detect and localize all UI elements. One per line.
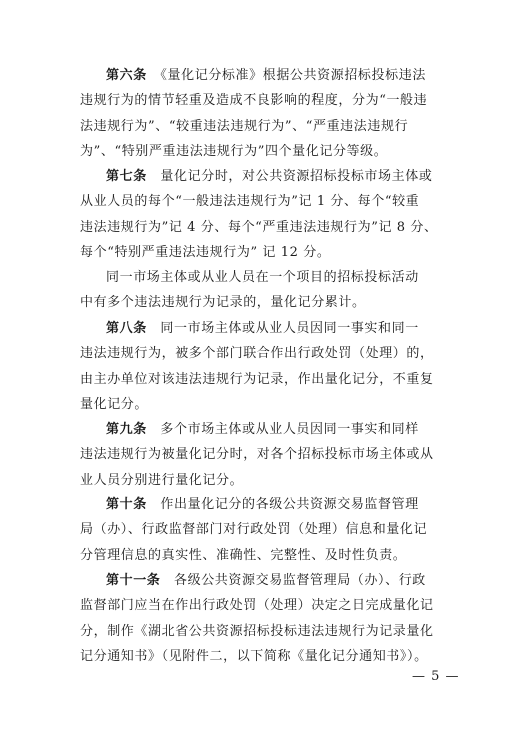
article-8-paragraph [80,316,440,417]
text-line [80,417,440,442]
text-line: 记分通知书》（见附件二，以下简称《量化记分通知书》）。 [80,648,428,664]
line-text: 作出量化记分的各级公共资源交易监督管理 [146,497,419,512]
article-6-paragraph [80,63,440,164]
page-number: — 5 — [412,669,460,684]
article-heading: 第六条 [106,68,147,83]
text-line [80,492,440,517]
text-line: 业人员分别进行量化记分。 [80,472,244,488]
line-text: 同一市场主体或从业人员因同一事实和同一 [146,321,419,336]
text-line: 从业人员的每个“一般违法违规行为”记 1 分、每个“较重 [80,194,420,210]
text-line: 同一市场主体或从业人员在一个项目的招标投标活动 [106,270,419,285]
line-text: 量化记分时，对公共资源招标投标市场主体或 [146,169,433,184]
text-line: 局（办）、行政监督部门对行政处罚（处理）信息和量化记 [80,522,428,538]
text-line: 违法违规行为”记 4 分、每个“严重违法违规行为”记 8 分、 [80,219,438,235]
line-text: 各级公共资源交易监督管理局（办）、行政 [160,573,426,588]
text-line: 监督部门应当在作出行政处罚（处理）决定之日完成量化记 [80,598,434,614]
text-line: 分管理信息的真实性、准确性、完整性、及时性负责。 [80,547,407,563]
text-line: 违规行为的情节轻重及造成不良影响的程度，分为“一般违 [80,93,428,109]
text-line: 中有多个违法违规行为记录的，量化记分累计。 [80,295,366,311]
article-heading: 第八条 [106,321,147,336]
text-line [80,164,440,189]
text-line [80,316,440,341]
text-line: 量化记分。 [80,396,149,412]
article-10-paragraph [80,492,440,568]
text-line [80,568,440,593]
article-heading: 第七条 [106,169,147,184]
article-heading: 第九条 [106,422,147,437]
article-7-paragraph [80,164,440,265]
text-line: 分，制作《湖北省公共资源招标投标违法违规行为记录量化 [80,623,434,639]
text-line: 每个“特别严重违法违规行为” 记 12 分。 [80,244,331,260]
article-heading: 第十条 [106,497,147,512]
text-line: 违法违规行为，被多个部门联合作出行政处罚（处理）的， [80,346,434,362]
text-line: 为”、“特别严重违法违规行为”四个量化记分等级。 [80,143,388,159]
article-heading: 第十一条 [106,573,161,588]
text-line: 违法违规行为被量化记分时，对各个招标投标市场主体或从 [80,447,434,463]
line-text: 《量化记分标准》根据公共资源招标投标违法 [146,68,426,83]
text-line: 法违规行为”、“较重违法违规行为”、“严重违法违规行 [80,118,409,134]
text-line [80,63,440,88]
article-9-paragraph [80,417,440,493]
text-line: 由主办单位对该违法违规行为记录，作出量化记分，不重复 [80,371,434,387]
cumulative-scoring-paragraph [80,265,440,316]
line-text: 多个市场主体或从业人员因同一事实和同样 [146,422,419,437]
article-11-paragraph [80,568,440,669]
